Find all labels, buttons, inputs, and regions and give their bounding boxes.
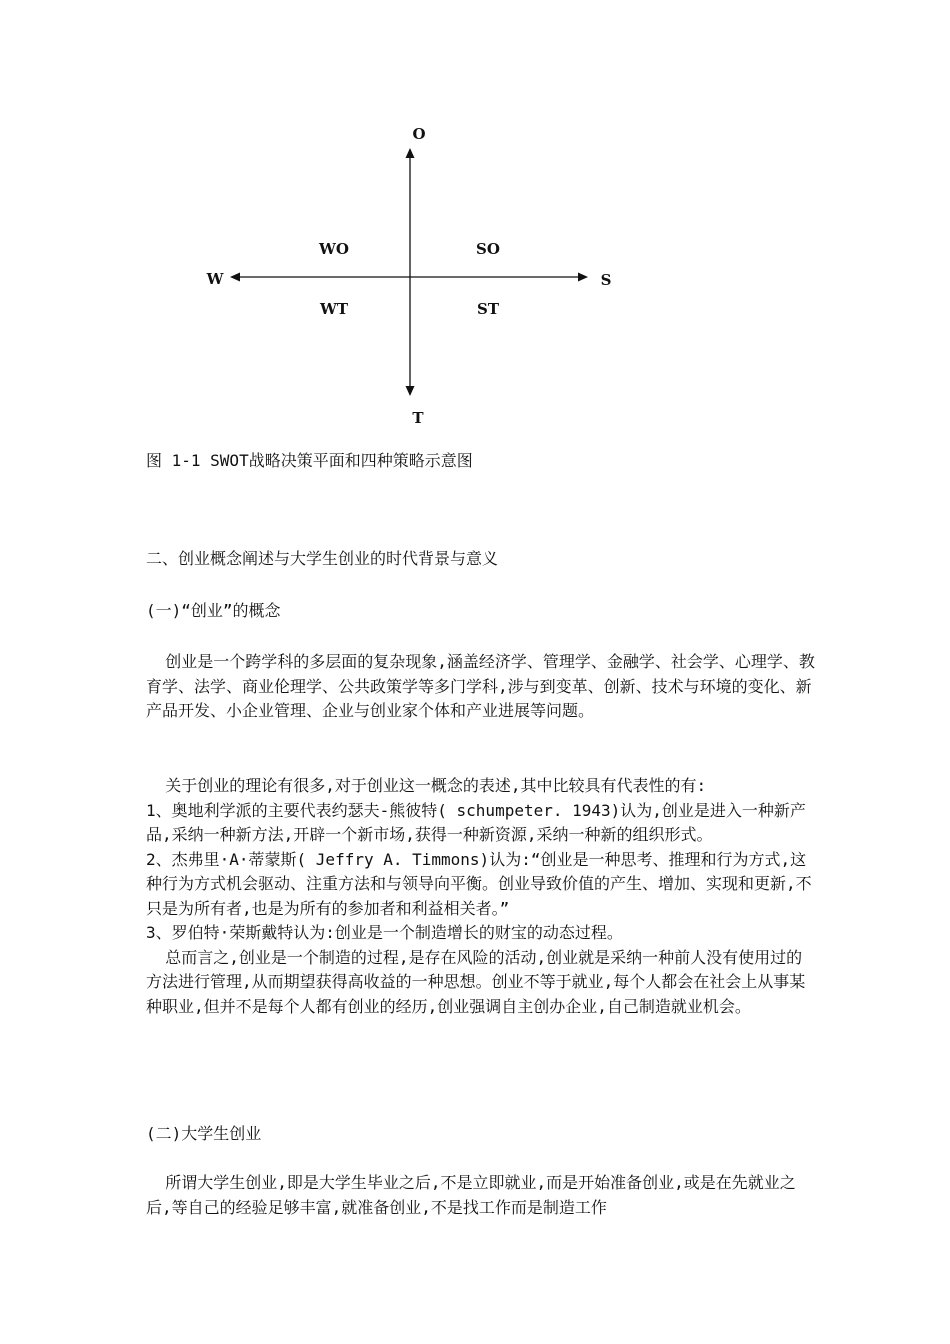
subsection-heading-1 bbox=[146, 599, 816, 624]
quadrant-st: ST bbox=[477, 300, 499, 318]
arrow-up-icon bbox=[406, 148, 415, 158]
axis-label-w: W bbox=[206, 270, 224, 288]
theory-item-1: 1、奥地利学派的主要代表约瑟夫-熊彼特( schumpeter. 1943)认为,创业是进入一种新产品,采纳一种新方法,开辟一个新市场,获得一种新资源,采纳一种新的组织形式。 bbox=[146, 800, 806, 844]
theories-summary: 总而言之,创业是一个制造的过程,是存在风险的活动,创业就是采纳一种前人没有使用过的方法进行管理,从而期望获得高收益的一种思想。创业不等于就业,每个人都会在社会上从事某种职业,但并不是每个人都有创业的经历,创业强调自主创办企业,自己制造就业机会。 bbox=[146, 947, 806, 1016]
subsection-heading-2-text: (二)大学生创业 bbox=[146, 1124, 262, 1143]
axis-label-s: S bbox=[600, 271, 612, 289]
theory-item-2: 2、杰弗里·A·蒂蒙斯( Jeffry A. Timmons)认为:“创业是一种思考、推理和行为方式,这种行为方式机会驱动、注重方法和与领导向平衡。创业导致价值的产生、增加、实现和更新,不只是为所有者,也是为所有的参加者和利益相关者。” bbox=[146, 849, 812, 918]
theories-intro: 关于创业的理论有很多,对于创业这一概念的表述,其中比较具有代表性的有: bbox=[146, 776, 707, 795]
arrow-down-icon bbox=[406, 386, 415, 396]
quadrant-wo: WO bbox=[319, 240, 349, 258]
subsection-heading-1-text: (一)“创业”的概念 bbox=[146, 601, 281, 620]
arrow-right-icon bbox=[578, 273, 588, 282]
paragraph-student-entrepreneurship-text: 所谓大学生创业,即是大学生毕业之后,不是立即就业,而是开始准备创业,或是在先就业之后,等自己的经验足够丰富,就准备创业,不是找工作而是制造工作 bbox=[146, 1173, 796, 1217]
subsection-heading-2 bbox=[146, 1122, 816, 1147]
paragraph-theories bbox=[146, 774, 816, 1019]
axis-label-o: O bbox=[412, 125, 426, 143]
section-heading bbox=[146, 547, 816, 572]
paragraph-student-entrepreneurship bbox=[146, 1171, 816, 1220]
paragraph-concept bbox=[146, 650, 816, 724]
figure-caption: 图 1-1 SWOT战略决策平面和四种策略示意图 bbox=[146, 451, 473, 470]
swot-axes-figure bbox=[190, 118, 630, 433]
section-heading-text: 二、创业概念阐述与大学生创业的时代背景与意义 bbox=[146, 549, 499, 568]
axis-label-t: T bbox=[412, 409, 424, 427]
theory-item-3: 3、罗伯特·荣斯戴特认为:创业是一个制造增长的财宝的动态过程。 bbox=[146, 923, 623, 942]
quadrant-so: SO bbox=[476, 240, 500, 258]
arrow-left-icon bbox=[230, 273, 240, 282]
paragraph-concept-text: 创业是一个跨学科的多层面的复杂现象,涵盖经济学、管理学、金融学、社会学、心理学、教育学、法学、商业伦理学、公共政策学等多门学科,涉与到变革、创新、技术与环境的变化、新产品开发、小企业管理、企业与创业家个体和产业进展等问题。 bbox=[146, 652, 815, 720]
quadrant-wt: WT bbox=[319, 300, 349, 318]
swot-diagram bbox=[190, 118, 630, 433]
